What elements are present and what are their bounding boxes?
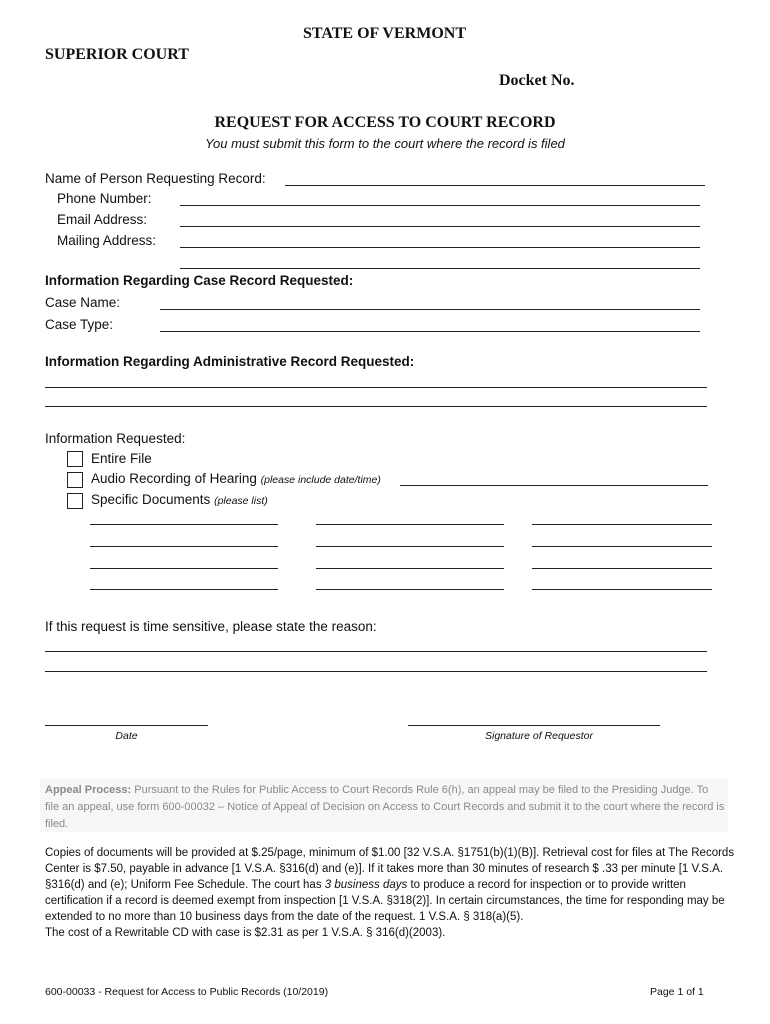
- document-list-line[interactable]: [532, 546, 712, 547]
- time-sensitive-field-line-1[interactable]: [45, 651, 707, 652]
- mailing-field-line-1[interactable]: [180, 247, 700, 248]
- entire-file-label: Entire File: [91, 451, 152, 466]
- docket-label: Docket No.: [499, 72, 575, 89]
- document-list-line[interactable]: [90, 568, 278, 569]
- case-type-field[interactable]: [160, 331, 700, 332]
- case-name-field[interactable]: [160, 309, 700, 310]
- date-field[interactable]: [45, 725, 208, 726]
- appeal-heading: Appeal Process:: [45, 784, 132, 796]
- form-title: REQUEST FOR ACCESS TO COURT RECORD: [214, 114, 556, 131]
- cd-cost-text: The cost of a Rewritable CD with case is $2.31 as per 1 V.S.A. § 316(d)(2003).: [45, 927, 446, 939]
- specific-documents-note: (please list): [214, 495, 268, 507]
- document-list-line[interactable]: [90, 524, 278, 525]
- phone-label: Phone Number:: [57, 191, 152, 206]
- specific-documents-text: Specific Documents: [91, 492, 211, 507]
- requester-name-field[interactable]: [285, 185, 705, 186]
- appeal-body: Pursuant to the Rules for Public Access to Court Records Rule 6(h), an appeal may be filed to the Presiding Judge. To file an appeal, use form 600-00032 – Notice of Appeal of Decision on Access to Court Records and submit it to the court where the record is filed.: [45, 784, 725, 830]
- appeal-text: [45, 782, 725, 833]
- info-requested-heading: Information Requested:: [45, 431, 186, 446]
- audio-recording-checkbox[interactable]: [67, 472, 83, 488]
- fees-text-2: to produce a record for inspection or to provide written certification if a record is deemed exempt from inspection [1 V.S.A. §318(2)]. In certain circumstances, the time for responding may be extended to no more than 10 business days from the date of the request. 1 V.S.A. § 318(a)(5).: [45, 879, 725, 923]
- court-heading: SUPERIOR COURT: [45, 46, 189, 63]
- audio-recording-label: [91, 471, 381, 486]
- case-section-heading: Information Regarding Case Record Requested:: [45, 273, 354, 288]
- time-sensitive-field-line-2[interactable]: [45, 671, 707, 672]
- date-label: Date: [115, 730, 138, 742]
- case-type-label: Case Type:: [45, 317, 114, 332]
- form-subtitle: You must submit this form to the court where the record is filed: [205, 136, 565, 151]
- document-list-line[interactable]: [316, 568, 504, 569]
- requester-name-label: Name of Person Requesting Record:: [45, 171, 266, 186]
- document-list-line[interactable]: [532, 568, 712, 569]
- audio-recording-note: (please include date/time): [260, 474, 381, 486]
- case-name-label: Case Name:: [45, 295, 121, 310]
- document-list-line[interactable]: [316, 546, 504, 547]
- fees-business-days: 3 business days: [324, 879, 408, 891]
- fees-paragraph: [45, 845, 735, 941]
- specific-documents-checkbox[interactable]: [67, 493, 83, 509]
- mailing-label: Mailing Address:: [57, 233, 157, 248]
- time-sensitive-label: If this request is time sensitive, please state the reason:: [45, 619, 377, 634]
- audio-recording-text: Audio Recording of Hearing: [91, 471, 257, 486]
- email-field[interactable]: [180, 226, 700, 227]
- phone-field[interactable]: [180, 205, 700, 206]
- signature-field[interactable]: [408, 725, 660, 726]
- specific-documents-label: [91, 492, 268, 507]
- admin-field-line-2[interactable]: [45, 406, 707, 407]
- document-list-line[interactable]: [316, 589, 504, 590]
- document-list-line[interactable]: [532, 524, 712, 525]
- signature-label: Signature of Requestor: [485, 730, 593, 742]
- document-list-line[interactable]: [316, 524, 504, 525]
- document-list-line[interactable]: [90, 546, 278, 547]
- document-list-line[interactable]: [532, 589, 712, 590]
- document-list-line[interactable]: [90, 589, 278, 590]
- audio-recording-field[interactable]: [400, 485, 708, 486]
- email-label: Email Address:: [57, 212, 148, 227]
- entire-file-checkbox[interactable]: [67, 451, 83, 467]
- admin-section-heading: Information Regarding Administrative Record Requested:: [45, 354, 415, 369]
- admin-field-line-1[interactable]: [45, 387, 707, 388]
- mailing-field-line-2[interactable]: [180, 268, 700, 269]
- page-number: Page 1 of 1: [650, 986, 704, 998]
- fees-text-1: Copies of documents will be provided at $.25/page, minimum of $1.00 [32 V.S.A. §1751(b)(1)(B)]. Retrieval cost for files at The Records Center is $7.50, payable in advance [1 V.S.A. §316(d) and (e)]. If it takes more than 30 minutes of research $ .33 per minute [1 V.S.A. §316(d) and (e); Uniform Fee Schedule. The court has: [45, 847, 735, 891]
- state-heading: STATE OF VERMONT: [303, 25, 466, 42]
- form-id: 600-00033 - Request for Access to Public Records (10/2019): [45, 986, 329, 998]
